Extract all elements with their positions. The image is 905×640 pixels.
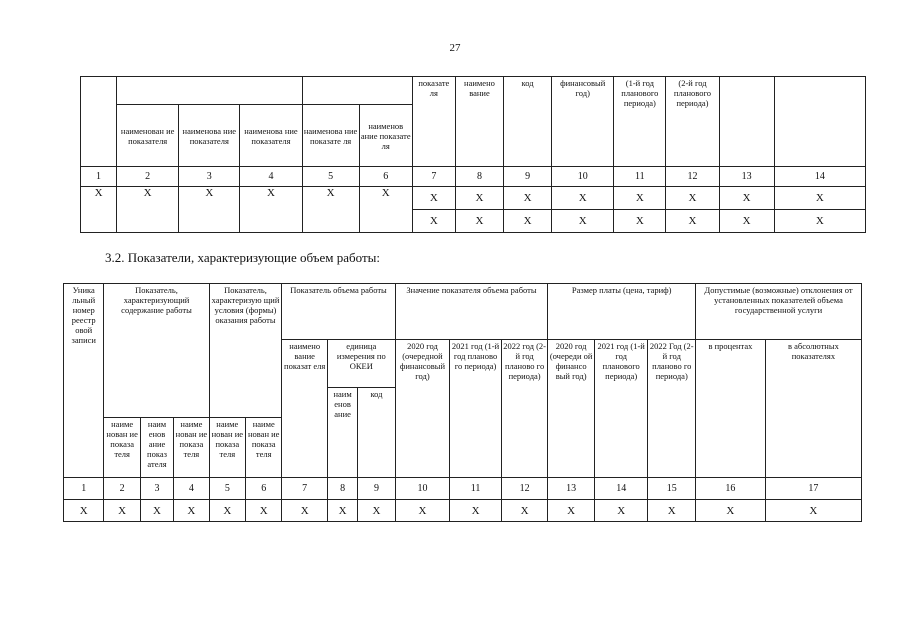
t1-empty-cell bbox=[302, 77, 412, 105]
section-title: 3.2. Показатели, характеризующие объем работы: bbox=[105, 250, 380, 265]
t2-cell: X bbox=[765, 500, 861, 522]
t2-cell: X bbox=[140, 500, 173, 522]
t1-header-indicator-name: наименован ие показателя bbox=[117, 105, 179, 167]
t1-empty-cell bbox=[774, 77, 865, 167]
t2-cell: X bbox=[327, 500, 357, 522]
t1-cell: X bbox=[614, 187, 666, 210]
t1-cell: X bbox=[179, 187, 240, 233]
t2-cell: X bbox=[209, 500, 245, 522]
t2-cell: X bbox=[358, 500, 395, 522]
t2-header-2020-fee: 2020 год (очереди ой финансо вый год) bbox=[548, 340, 595, 478]
t2-col-number: 4 bbox=[174, 478, 209, 500]
t2-header-allowed-deviation: Допустимые (возможные) отклонения от установленных показателей объема государственной услуги bbox=[696, 284, 862, 340]
t2-cell: X bbox=[450, 500, 502, 522]
t2-header-unit-name: наим енов ание bbox=[327, 388, 357, 478]
t1-cell: X bbox=[412, 187, 455, 210]
table-3-1-continuation bbox=[80, 76, 866, 233]
t2-header-2022-fee: 2022 Год (2-й год планово го периода) bbox=[648, 340, 696, 478]
t1-cell: X bbox=[719, 210, 774, 233]
t1-header-plan-year-2: (2-й год планового периода) bbox=[666, 77, 719, 167]
t2-header-content-name: наим енов ание показ ателя bbox=[140, 418, 173, 478]
t1-empty-cell bbox=[81, 77, 117, 167]
t1-col-number: 3 bbox=[179, 167, 240, 187]
t1-header-fin-year: финансовый год) bbox=[552, 77, 614, 167]
t1-cell: X bbox=[359, 187, 412, 233]
t1-cell: X bbox=[504, 210, 552, 233]
t1-cell: X bbox=[117, 187, 179, 233]
t2-header-absolute: в абсолютных показателях bbox=[765, 340, 861, 478]
t1-col-number: 11 bbox=[614, 167, 666, 187]
page-number: 27 bbox=[449, 42, 461, 54]
t2-cell: X bbox=[696, 500, 766, 522]
t2-col-number: 6 bbox=[246, 478, 282, 500]
t1-col-number: 13 bbox=[719, 167, 774, 187]
t2-cell: X bbox=[282, 500, 328, 522]
t1-header-indicator-name: наименова ние показателя bbox=[179, 105, 240, 167]
t1-cell: X bbox=[552, 187, 614, 210]
t2-col-number: 9 bbox=[358, 478, 395, 500]
t1-cell: X bbox=[774, 187, 865, 210]
t2-col-number: 17 bbox=[765, 478, 861, 500]
t2-cell: X bbox=[395, 500, 450, 522]
t2-header-volume-indicator: Показатель объема работы bbox=[282, 284, 395, 340]
t1-header-code: код bbox=[504, 77, 552, 167]
t1-cell: X bbox=[774, 210, 865, 233]
t2-column-numbers-row bbox=[64, 478, 862, 500]
t2-col-number: 1 bbox=[64, 478, 104, 500]
t1-cell: X bbox=[455, 187, 503, 210]
t1-col-number: 4 bbox=[240, 167, 302, 187]
t2-col-number: 13 bbox=[548, 478, 595, 500]
t2-col-number: 15 bbox=[648, 478, 696, 500]
t2-cell: X bbox=[594, 500, 648, 522]
t1-col-number: 9 bbox=[504, 167, 552, 187]
t1-header-indicator-name: наименов ание показате ля bbox=[359, 105, 412, 167]
t1-cell: X bbox=[302, 187, 359, 233]
t1-cell: X bbox=[666, 187, 719, 210]
t2-header-content-name: наиме нован ие показа теля bbox=[104, 418, 140, 478]
t2-col-number: 7 bbox=[282, 478, 328, 500]
t2-header-2022-volume: 2022 год (2-й год планово го периода) bbox=[501, 340, 548, 478]
t2-col-number: 10 bbox=[395, 478, 450, 500]
t2-col-number: 11 bbox=[450, 478, 502, 500]
t2-col-number: 5 bbox=[209, 478, 245, 500]
t2-col-number: 3 bbox=[140, 478, 173, 500]
t2-cell: X bbox=[104, 500, 140, 522]
t2-header-2021-volume: 2021 год (1-й год планово го периода) bbox=[450, 340, 502, 478]
t1-col-number: 14 bbox=[774, 167, 865, 187]
t1-col-number: 12 bbox=[666, 167, 719, 187]
table-3-2-volume-indicators bbox=[63, 283, 862, 522]
t2-col-number: 12 bbox=[501, 478, 548, 500]
t2-header-conditions-name: наиме нован ие показа теля bbox=[209, 418, 245, 478]
t1-cell: X bbox=[614, 210, 666, 233]
t2-header-content-indicator: Показатель, характеризующий содержание работы bbox=[104, 284, 209, 418]
t2-cell: X bbox=[246, 500, 282, 522]
t1-col-number: 5 bbox=[302, 167, 359, 187]
t2-header-conditions-name: наиме нован ие показа теля bbox=[246, 418, 282, 478]
t1-cell: X bbox=[552, 210, 614, 233]
t2-col-number: 8 bbox=[327, 478, 357, 500]
t2-header-percent: в процентах bbox=[696, 340, 766, 478]
t1-cell: X bbox=[240, 187, 302, 233]
t1-header-name: наимено вание bbox=[455, 77, 503, 167]
t1-table-row bbox=[81, 187, 866, 210]
t2-cell: X bbox=[64, 500, 104, 522]
t1-col-number: 7 bbox=[412, 167, 455, 187]
t2-cell: X bbox=[548, 500, 595, 522]
t2-table-row bbox=[64, 500, 862, 522]
t2-header-volume-value: Значение показателя объема работы bbox=[395, 284, 548, 340]
t1-header-indicator-name: наименова ние показате ля bbox=[302, 105, 359, 167]
t2-col-number: 2 bbox=[104, 478, 140, 500]
t1-empty-cell bbox=[719, 77, 774, 167]
t2-col-number: 16 bbox=[696, 478, 766, 500]
t1-cell: X bbox=[719, 187, 774, 210]
t2-cell: X bbox=[648, 500, 696, 522]
t1-empty-cell bbox=[117, 77, 302, 105]
t2-header-fee-size: Размер платы (цена, тариф) bbox=[548, 284, 696, 340]
t1-col-number: 2 bbox=[117, 167, 179, 187]
t1-col-number: 10 bbox=[552, 167, 614, 187]
t1-cell: X bbox=[81, 187, 117, 233]
t1-header-plan-year-1: (1-й год планового периода) bbox=[614, 77, 666, 167]
t2-header-unit-code: код bbox=[358, 388, 395, 478]
t2-cell: X bbox=[174, 500, 209, 522]
t2-header-conditions-indicator: Показатель, характеризую щий условия (формы) оказания работы bbox=[209, 284, 282, 418]
t2-header-2020-volume: 2020 год (очередной финансовый год) bbox=[395, 340, 450, 478]
t1-header-indicator: показате ля bbox=[412, 77, 455, 167]
t1-header-indicator-name: наименова ние показателя bbox=[240, 105, 302, 167]
t2-col-number: 14 bbox=[594, 478, 648, 500]
t2-header-unique-number: Уника льный номер реестр овой записи bbox=[64, 284, 104, 478]
t1-cell: X bbox=[504, 187, 552, 210]
t1-col-number: 6 bbox=[359, 167, 412, 187]
t2-header-indicator-name: наимено вание показат еля bbox=[282, 340, 328, 478]
t2-header-content-name: наиме нован ие показа теля bbox=[174, 418, 209, 478]
t1-col-number: 8 bbox=[455, 167, 503, 187]
t1-cell: X bbox=[666, 210, 719, 233]
t2-header-2021-fee: 2021 год (1-й год планового периода) bbox=[594, 340, 648, 478]
t1-col-number: 1 bbox=[81, 167, 117, 187]
t1-cell: X bbox=[455, 210, 503, 233]
t2-cell: X bbox=[501, 500, 548, 522]
t1-cell: X bbox=[412, 210, 455, 233]
t2-header-unit: единица измерения по ОКЕИ bbox=[327, 340, 395, 388]
t1-column-numbers-row bbox=[81, 167, 866, 187]
